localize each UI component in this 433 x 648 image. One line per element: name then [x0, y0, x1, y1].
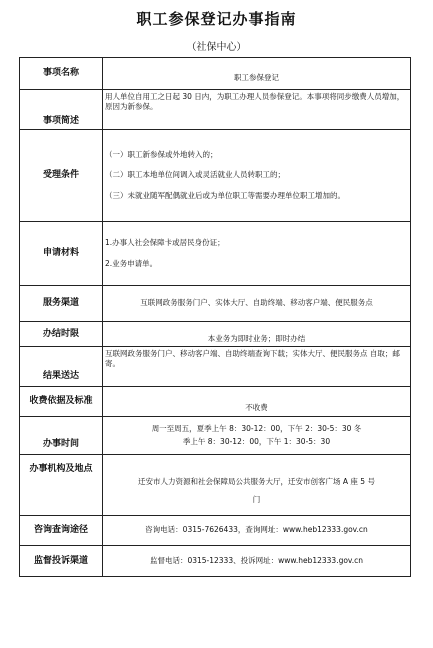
- row-value-line: 本业务为即时业务；即时办结: [207, 333, 306, 343]
- row-label: 收费依据及标准: [20, 387, 103, 417]
- table-row: [20, 516, 411, 546]
- row-label: 事项名称: [20, 58, 103, 90]
- row-value: [103, 322, 411, 347]
- row-value-line: 迁安市人力资源和社会保障局公共服务大厅，迁安市创客广场 A 座 5 号: [138, 476, 375, 486]
- row-label: 办结时限: [20, 322, 103, 347]
- row-value: [103, 286, 411, 322]
- row-label: 监督投诉渠道: [20, 546, 103, 577]
- row-value-line: 咨询电话：0315-7626433，查询网址：www.heb12333.gov.cn: [145, 525, 368, 535]
- table-row: [20, 222, 411, 286]
- row-label: 受理条件: [20, 130, 103, 222]
- row-value: [103, 516, 411, 546]
- row-value-line: 季上午 8：30-12：00，下午 1：30-5：30: [182, 436, 331, 446]
- row-value-line: 职工参保登记: [234, 73, 279, 83]
- row-value-line: 不收费: [245, 402, 268, 412]
- row-value: [103, 387, 411, 417]
- row-label: 结果送达: [20, 347, 103, 387]
- row-value-line: 互联网政务服务门户、移动客户端、自助终端查询下载；实体大厅、便民服务点 自取；邮寄。: [105, 349, 400, 369]
- table-row: [20, 387, 411, 417]
- row-value: [103, 347, 411, 387]
- row-label: 办事机构及地点: [20, 455, 103, 516]
- row-value: [103, 455, 411, 516]
- row-value-line: 用人单位自用工之日起 30 日内，为职工办理人员参保登记。本事项将同步缴费人员增加，原因为新参保。: [105, 92, 405, 112]
- table-row: [20, 286, 411, 322]
- row-value-line: 周一至周五，夏季上午 8：30-12：00，下午 2：30-5：30 冬: [151, 424, 362, 434]
- row-value: [103, 130, 411, 222]
- row-label: 咨询查询途径: [20, 516, 103, 546]
- row-value: [103, 546, 411, 577]
- row-value-line: （二）职工本地单位间调入或灵活就业人员转职工的；: [105, 170, 285, 180]
- table-row: [20, 417, 411, 455]
- row-value-line: 互联网政务服务门户、实体大厅、自助终端、移动客户端、便民服务点: [140, 298, 373, 308]
- table-row: [20, 90, 411, 130]
- row-value: [103, 417, 411, 455]
- guide-table: [19, 57, 411, 577]
- row-value: [103, 58, 411, 90]
- row-label: 办事时间: [20, 417, 103, 455]
- table-row: [20, 347, 411, 387]
- row-label: 申请材料: [20, 222, 103, 286]
- row-value-line: 1.办事人社会保障卡或居民身份证；: [105, 238, 225, 248]
- table-row: [20, 322, 411, 347]
- page-title: 职工参保登记办事指南: [136, 10, 297, 28]
- row-value-line: （三）未就业随军配偶就业后或为单位职工等需要办理单位职工增加的。: [105, 190, 345, 200]
- row-value: [103, 90, 411, 130]
- row-value-line: 监督电话：0315-12333、投诉网址：www.heb12333.gov.cn: [149, 555, 364, 565]
- row-value: [103, 222, 411, 286]
- table-row: [20, 130, 411, 222]
- row-label: 事项简述: [20, 90, 103, 130]
- table-row: [20, 58, 411, 90]
- row-value-line: （一）职工新参保或外地转入的；: [105, 150, 218, 160]
- table-row: [20, 546, 411, 577]
- row-value-line: 2.业务申请单。: [105, 258, 158, 268]
- table-row: [20, 455, 411, 516]
- row-label: 服务渠道: [20, 286, 103, 322]
- row-value-line: 门: [252, 494, 261, 504]
- page-subtitle: （社保中心）: [186, 42, 247, 53]
